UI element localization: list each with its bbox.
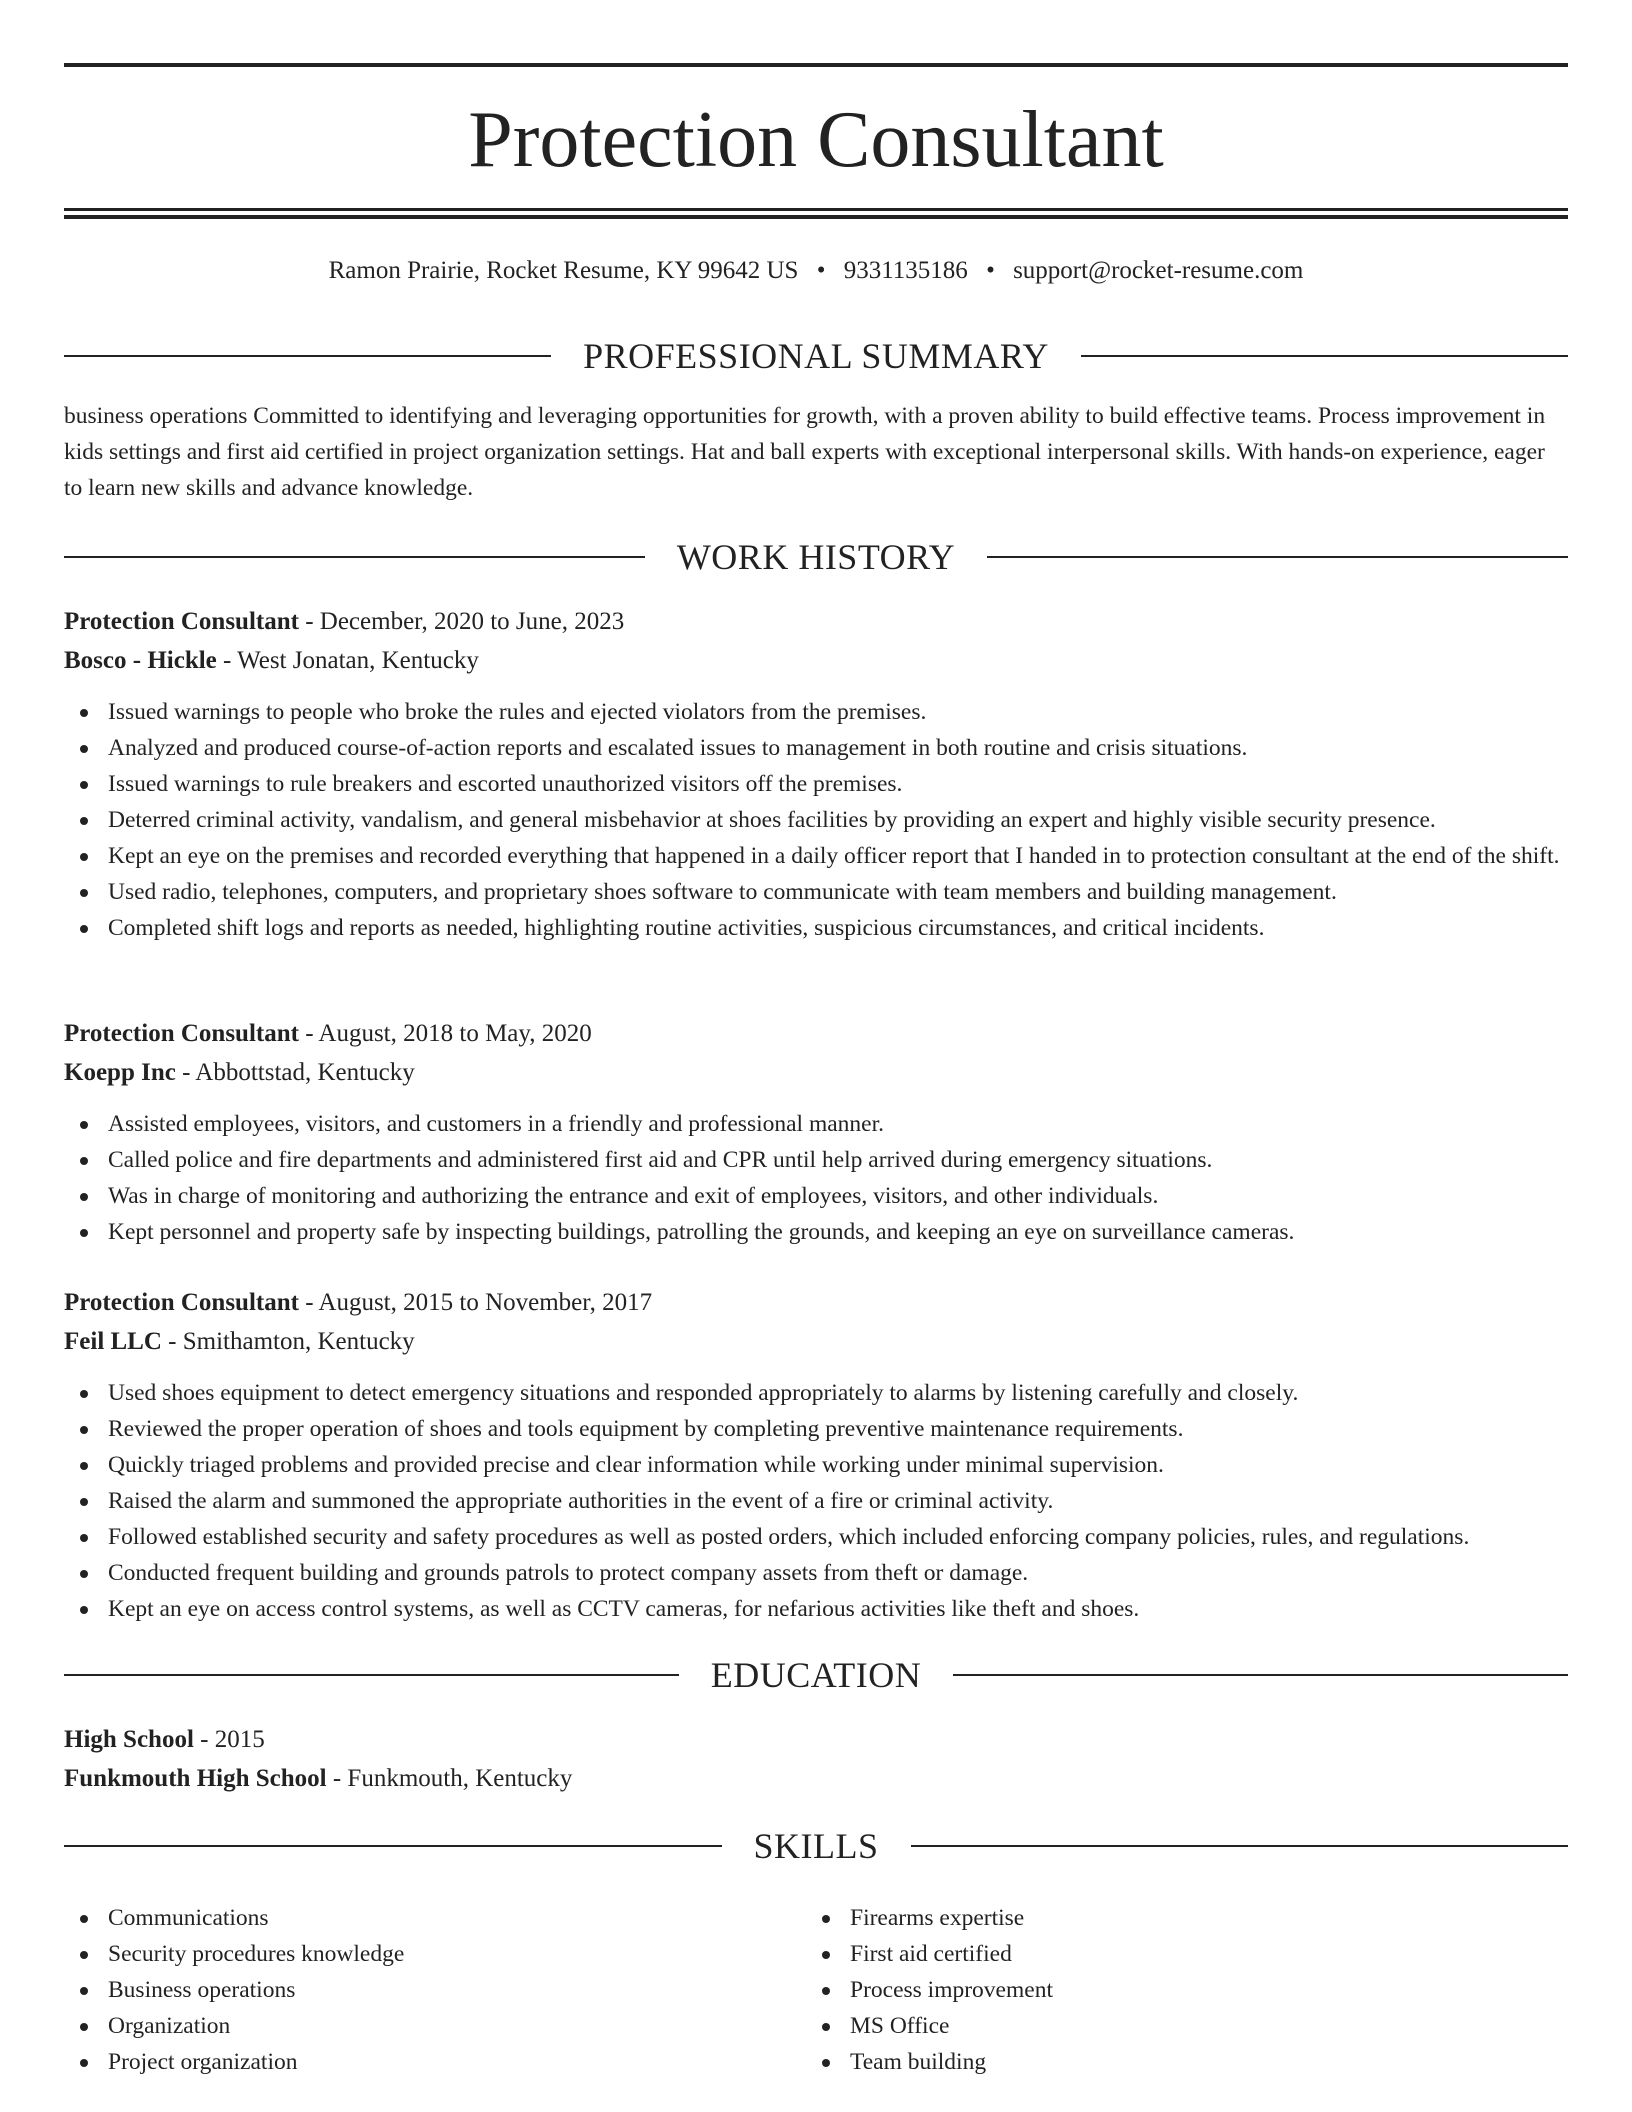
section-divider [987, 556, 1568, 558]
section-divider [953, 1674, 1568, 1676]
job-dates: - August, 2015 to November, 2017 [298, 1289, 653, 1316]
summary-text: business operations Committed to identifying and leveraging opportunities for growth, with a proven ability to build effective teams. Process improvement in kids settings and first aid certified in project organization settings. Hat and ball experts with exceptional interpersonal skills. With hands-on experience, eager to learn new skills and advance knowledge. [64, 403, 1546, 501]
job-bullet: Raised the alarm and summoned the appropriate authorities in the event of a fire or criminal activity. [64, 1483, 1568, 1519]
job-location: - Smithamton, Kentucky [161, 1328, 415, 1355]
education-school-line [64, 1759, 1568, 1798]
job-entry [64, 602, 1568, 946]
skill-item: Firearms expertise [806, 1900, 1548, 1936]
section-divider [1081, 355, 1568, 357]
job-bullet: Deterred criminal activity, vandalism, and general misbehavior at shoes facilities by providing an expert and highly visible security presence. [64, 802, 1568, 838]
job-company: Koepp Inc [64, 1059, 176, 1086]
contact-address: Ramon Prairie, Rocket Resume, KY 99642 US [328, 257, 799, 284]
section-title-skills: SKILLS [753, 1826, 879, 1866]
education-school: Funkmouth High School [64, 1765, 327, 1792]
section-divider [64, 556, 645, 558]
skill-item: MS Office [806, 2008, 1548, 2044]
job-bullet: Quickly triaged problems and provided precise and clear information while working under minimal supervision. [64, 1447, 1568, 1483]
job-title-line [64, 602, 1568, 641]
contact-separator: • [816, 257, 826, 284]
job-title-line [64, 1014, 1568, 1053]
top-rule [64, 63, 1568, 67]
job-title: Protection Consultant [64, 1020, 299, 1047]
contact-phone: 9331135186 [843, 257, 968, 284]
job-bullet: Reviewed the proper operation of shoes and tools equipment by completing preventive maintenance requirements. [64, 1411, 1568, 1447]
job-company: Feil LLC [64, 1328, 162, 1355]
skill-item: Communications [64, 1900, 806, 1936]
job-bullet: Followed established security and safety procedures as well as posted orders, which included enforcing company policies, rules, and regulations. [64, 1519, 1568, 1555]
section-title-summary: PROFESSIONAL SUMMARY [583, 336, 1049, 376]
section-header-skills [64, 1824, 1568, 1868]
section-title-education: EDUCATION [710, 1655, 922, 1695]
job-bullet: Used shoes equipment to detect emergency situations and responded appropriately to alarms by listening carefully and closely. [64, 1375, 1568, 1411]
header-rule-lower [64, 215, 1568, 219]
contact-separator: • [986, 257, 995, 284]
job-bullet: Was in charge of monitoring and authorizing the entrance and exit of employees, visitors, and other individuals. [64, 1178, 1568, 1214]
job-company-line [64, 1053, 1568, 1092]
skill-item: Project organization [64, 2044, 806, 2080]
job-bullet: Analyzed and produced course-of-action reports and escalated issues to management in both routine and crisis situations. [64, 730, 1568, 766]
job-entry [64, 1283, 1568, 1627]
job-bullet: Kept personnel and property safe by inspecting buildings, patrolling the grounds, and keeping an eye on surveillance cameras. [64, 1214, 1568, 1250]
skill-item: Team building [806, 2044, 1548, 2080]
education-year: - 2015 [193, 1726, 265, 1753]
section-divider [64, 1674, 679, 1676]
skills-list-right [806, 1900, 1548, 2080]
education-degree-line [64, 1720, 1568, 1759]
skill-item: Business operations [64, 1972, 806, 2008]
education-entry [64, 1720, 1568, 1798]
job-title: Protection Consultant [64, 1289, 299, 1316]
section-divider [911, 1845, 1569, 1847]
contact-line [64, 254, 1568, 288]
skills-columns [64, 1900, 1568, 2080]
job-title-line [64, 1283, 1568, 1322]
contact-email: support@rocket-resume.com [1013, 257, 1304, 284]
section-divider [64, 1845, 722, 1847]
education-location: - Funkmouth, Kentucky [326, 1765, 573, 1792]
job-company-line [64, 641, 1568, 680]
skill-item: Organization [64, 2008, 806, 2044]
job-entry [64, 1014, 1568, 1250]
job-bullet: Used radio, telephones, computers, and proprietary shoes software to communicate with team members and building management. [64, 874, 1568, 910]
skill-item: First aid certified [806, 1936, 1548, 1972]
job-bullet: Kept an eye on the premises and recorded everything that happened in a daily officer report that I handed in to protection consultant at the end of the shift. [64, 838, 1568, 874]
skill-item: Security procedures knowledge [64, 1936, 806, 1972]
job-bullet: Assisted employees, visitors, and customers in a friendly and professional manner. [64, 1106, 1568, 1142]
job-location: - Abbottstad, Kentucky [175, 1059, 415, 1086]
section-header-summary [64, 334, 1568, 378]
job-dates: - August, 2018 to May, 2020 [298, 1020, 592, 1047]
job-bullets [64, 1106, 1568, 1250]
job-bullet: Completed shift logs and reports as needed, highlighting routine activities, suspicious circumstances, and critical incidents. [64, 910, 1568, 946]
job-location: - West Jonatan, Kentucky [216, 647, 479, 674]
job-dates: - December, 2020 to June, 2023 [298, 608, 625, 635]
section-header-education [64, 1653, 1568, 1697]
job-title: Protection Consultant [64, 608, 299, 635]
section-title-work: WORK HISTORY [676, 537, 956, 577]
job-bullets [64, 1375, 1568, 1627]
skill-item: Process improvement [806, 1972, 1548, 2008]
header-rule-upper [64, 208, 1568, 211]
resume-name: Protection Consultant [468, 96, 1164, 184]
job-bullet: Called police and fire departments and administered first aid and CPR until help arrived during emergency situations. [64, 1142, 1568, 1178]
section-header-work [64, 535, 1568, 579]
job-bullet: Issued warnings to rule breakers and escorted unauthorized visitors off the premises. [64, 766, 1568, 802]
job-bullet: Conducted frequent building and grounds patrols to protect company assets from theft or damage. [64, 1555, 1568, 1591]
job-company: Bosco - Hickle [64, 647, 217, 674]
skills-list-left [64, 1900, 806, 2080]
job-bullets [64, 694, 1568, 946]
job-bullet: Kept an eye on access control systems, as well as CCTV cameras, for nefarious activities like theft and shoes. [64, 1591, 1568, 1627]
job-company-line [64, 1322, 1568, 1361]
job-bullet: Issued warnings to people who broke the rules and ejected violators from the premises. [64, 694, 1568, 730]
section-divider [64, 355, 551, 357]
education-degree: High School [64, 1726, 194, 1753]
